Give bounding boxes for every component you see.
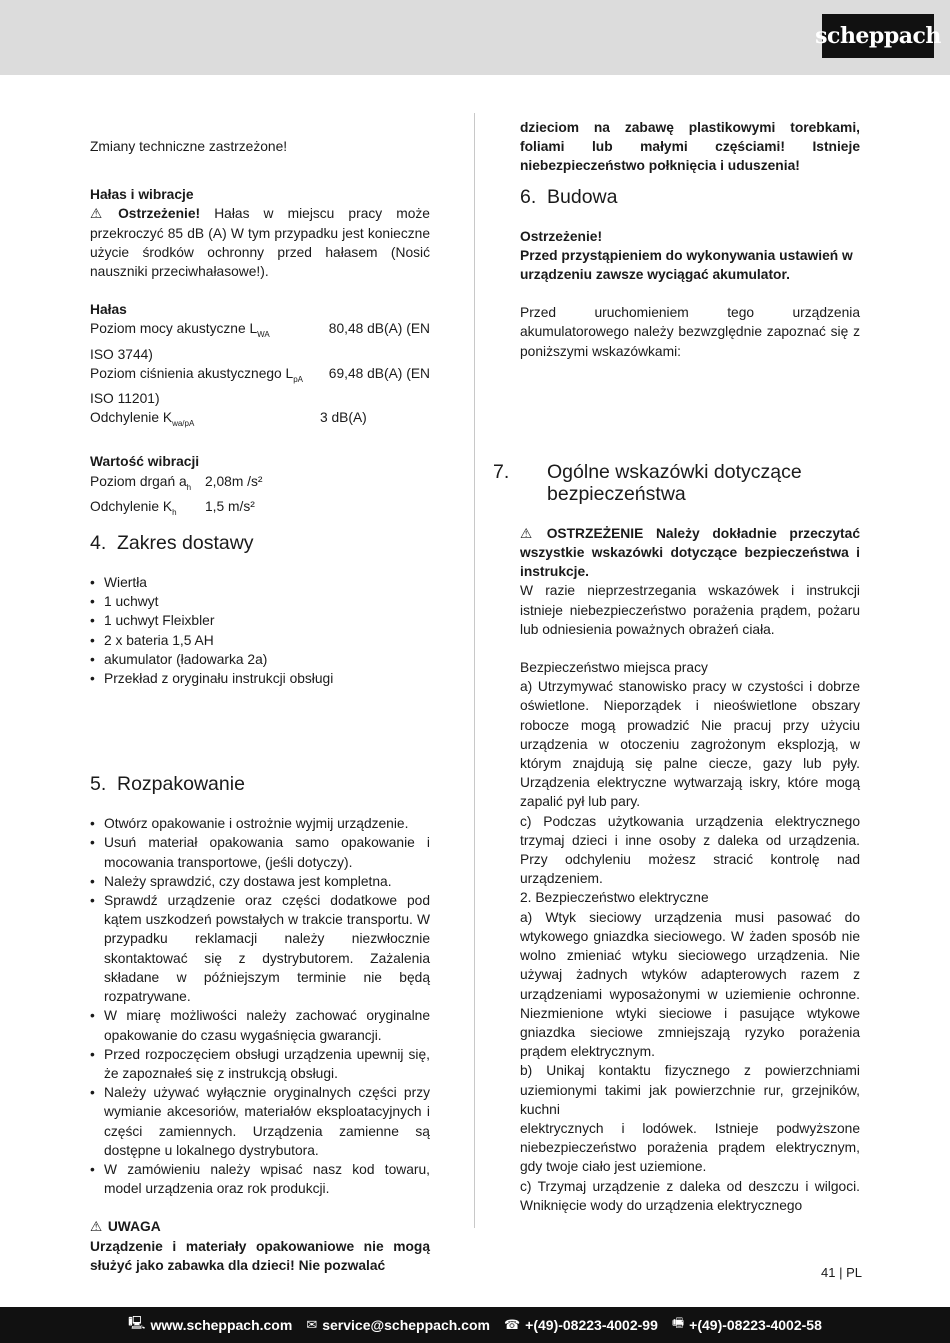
section-4-heading: 4. Zakres dostawy bbox=[90, 532, 254, 555]
list-item: • Należy sprawdzić, czy dostawa jest kompletna. bbox=[90, 872, 430, 891]
list-item: • 1 uchwyt Fleixbler bbox=[90, 611, 430, 630]
footer-fax: 🖷 +(49)-08223-4002-58 bbox=[672, 1314, 822, 1336]
section-5-heading: 5. Rozpakowanie bbox=[90, 773, 245, 796]
vibration-heading: Wartość wibracji bbox=[90, 454, 200, 470]
fax-icon: 🖷 bbox=[671, 1315, 685, 1330]
sound-power-standard: ISO 3744) bbox=[90, 346, 153, 362]
unpacking-list bbox=[90, 814, 430, 1198]
list-item: • akumulator (ładowarka 2a) bbox=[90, 650, 430, 669]
construction-warning-text: Przed przystąpieniem do wykonywania ustawień w urządzeniu zawsze wyciągać akumulator. bbox=[520, 247, 853, 283]
noise-deviation-row: Odchylenie $K_{wa/pA}$ 3 dB(A) bbox=[90, 410, 367, 429]
list-item: • Należy używać wyłącznie oryginalnych części przy wymianie akcesoriów, materiałów eksploatacyjnych i części zamiennych. Urządzenia zamienne są dostępne u lokalnego dystrybutora. bbox=[90, 1083, 430, 1160]
warning-triangle-icon: ⚠ bbox=[520, 525, 533, 541]
electrical-b1: b) Unikaj kontaktu fizycznego z powierzchniami uziemionymi takimi jak powierzchnie rur, grzejników, kuchni bbox=[520, 1063, 860, 1117]
list-item: • 2 x bateria 1,5 AH bbox=[90, 631, 430, 650]
safety-warning: ⚠ OSTRZEŻENIE Należy dokładnie przeczytać wszystkie wskazówki dotyczące bezpieczeństwa i instrukcje. bbox=[520, 525, 860, 580]
technical-notice: Zmiany techniczne zastrzeżone! bbox=[90, 139, 288, 154]
list-item: • Wiertła bbox=[90, 573, 430, 592]
list-item: • Otwórz opakowanie i ostrożnie wyjmij urządzenie. bbox=[90, 814, 430, 833]
list-item: • W miarę możliwości należy zachować oryginalne opakowanie do czasu wygaśnięcia gwarancji. bbox=[90, 1006, 430, 1044]
electrical-heading: 2. Bezpieczeństwo elektryczne bbox=[520, 890, 709, 906]
noise-warning: ⚠ Ostrzeżenie! Hałas w miejscu pracy może przekroczyć 85 dB (A) W tym przypadku jest konieczne użycie środków ochronny przed hałasem (Nosić nauszniki przeciwhałasowe!). bbox=[90, 206, 430, 280]
sound-pressure-row: Poziom ciśnienia akustycznego $L_{pA}$ 69,48 dB(A) (EN bbox=[90, 365, 430, 384]
construction-warning-label: Ostrzeżenie! bbox=[520, 228, 603, 244]
electrical-c: c) Trzymaj urządzenie z daleka od deszczu i wilgoci. Wniknięcie wody do urządzenia elektrycznego bbox=[520, 1178, 860, 1213]
right-column bbox=[493, 118, 860, 1215]
safety-intro: W razie nieprzestrzegania wskazówek i instrukcji istnieje niebezpieczeństwo porażenia prądem, pożaru lub odniesienia poważnych obrażeń ciała. bbox=[520, 583, 860, 637]
delivery-list bbox=[90, 573, 430, 688]
list-item: • Sprawdź urządzenie oraz części dodatkowe pod kątem uszkodzeń powstałych w trakcie transportu. W przypadku reklamacji należy niezwłocznie skontaktować się z dystrybutorem. Zażalenia składane w późniejszym terminie nie będą rozpatrywane. bbox=[90, 891, 430, 1006]
list-item: • W zamówieniu należy wpisać nasz kod towaru, model urządzenia oraz rok produkcji. bbox=[90, 1160, 430, 1198]
sound-pressure-standard: ISO 11201) bbox=[90, 391, 160, 407]
sound-power-row: Poziom mocy akustyczne $L_{WA}$ 80,48 dB(A) (EN bbox=[90, 321, 430, 340]
scheppach-logo: scheppach bbox=[822, 14, 934, 58]
noise-heading: Hałas bbox=[90, 302, 127, 318]
vibration-deviation-row: Odchylenie $K_h$ 1,5 m/s² bbox=[90, 498, 255, 517]
section-7-heading: 7. Ogólne wskazówki dotyczące bezpieczeństwa bbox=[493, 460, 802, 505]
electrical-b2: elektrycznych i lodówek. Istnieje podwyższone niebezpieczeństwo porażenia prądem elektrycznym, gdy twoje ciało jest uziemione. bbox=[520, 1120, 860, 1175]
header-bar bbox=[0, 0, 950, 75]
envelope-icon: ✉ bbox=[306, 1317, 318, 1332]
list-item: • Usuń materiał opakowania samo opakowanie i mocowania transportowe, (jeśli dotyczy). bbox=[90, 833, 430, 871]
attention-heading: ⚠ UWAGA bbox=[90, 1217, 430, 1236]
page-number: 41 | PL bbox=[821, 1265, 862, 1280]
column-divider bbox=[474, 113, 475, 1228]
list-item: • Przed rozpoczęciem obsługi urządzenia upewnij się, że zapoznałeś się z instrukcją obsługi. bbox=[90, 1045, 430, 1083]
section-6-heading: 6. Budowa bbox=[520, 185, 618, 208]
warning-triangle-icon: ⚠ bbox=[90, 1219, 103, 1235]
continued-warning: dzieciom na zabawę plastikowymi torebkami, foliami lub małymi częściami! Istnieje niebezpieczeństwo połknięcia i uduszenia! bbox=[520, 120, 860, 174]
workplace-c: c) Podczas użytkowania urządzenia elektrycznego trzymaj dzieci i inne osoby z daleka od urządzenia. Przy odchyleniu możesz stracić kontrolę nad urządzeniem. bbox=[520, 813, 860, 887]
attention-text: Urządzenie i materiały opakowaniowe nie mogą służyć jako zabawka dla dzieci! Nie pozwalać bbox=[90, 1238, 430, 1273]
footer-bar bbox=[0, 1307, 950, 1343]
footer-email[interactable]: ✉ service@scheppach.com bbox=[306, 1317, 490, 1333]
monitor-icon: 🖳 bbox=[128, 1315, 146, 1330]
footer-website[interactable]: 🖳 www.scheppach.com bbox=[128, 1314, 292, 1336]
warning-triangle-icon: ⚠ bbox=[90, 206, 103, 222]
workplace-heading: Bezpieczeństwo miejsca pracy bbox=[520, 660, 708, 676]
footer-phone[interactable]: ☎ +(49)-08223-4002-99 bbox=[503, 1317, 658, 1333]
noise-vibration-heading: Hałas i wibracje bbox=[90, 187, 194, 203]
construction-text: Przed uruchomieniem tego urządzenia akumulatorowego należy bezwzględnie zapoznać się z poniższymi wskazówkami: bbox=[520, 305, 860, 359]
phone-icon: ☎ bbox=[503, 1317, 521, 1332]
list-item: • Przekład z oryginału instrukcji obsługi bbox=[90, 669, 430, 688]
list-item: • 1 uchwyt bbox=[90, 592, 430, 611]
workplace-a: a) Utrzymywać stanowisko pracy w czystości i dobrze oświetlone. Nieporządek i nieoświetlone obszary robocze mogą prowadzić Nie pracuj przy użyciu urządzenia w otoczeniu zagrożonym eksplozją, w którym znajdują się palne ciecze, gazy lub pyły. Urządzenia elektryczne wytwarzają iskry, które mogą zapalić pył lub pary. bbox=[520, 679, 860, 810]
electrical-a: a) Wtyk sieciowy urządzenia musi pasować do wtykowego gniazdka sieciowego. W żaden sposób nie wolno zmieniać wtyku sieciowego urządzenia. Nie używaj żadnych wtyków adapterowych razem z urządzeniami wyposażonymi w uziemienie ochronne. Niezmienione wtyki sieciowe i pasujące wtykowe gniazdka sieciowe zmniejszają ryzyko porażenia prądem elektrycznym. bbox=[520, 909, 860, 1060]
left-column bbox=[90, 137, 430, 1275]
vibration-row: Poziom drgań $a_h$ 2,08m /s² bbox=[90, 473, 263, 492]
